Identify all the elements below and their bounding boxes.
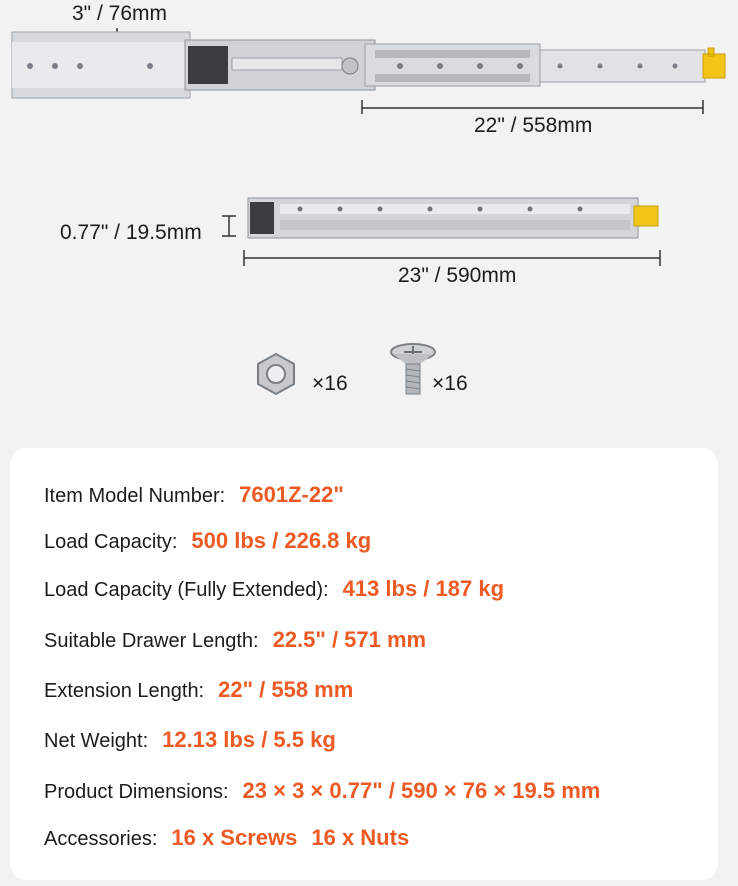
spec-value-screws: 16 x Screws (171, 825, 298, 850)
spec-row-drawer-length (44, 627, 426, 653)
spec-value: 413 lbs / 187 kg (342, 576, 505, 601)
spec-row-model-number (44, 482, 344, 508)
width-dimension-label: 3" / 76mm (72, 2, 167, 25)
spec-label: Accessories: (44, 828, 158, 850)
spec-value-nuts: 16 x Nuts (311, 825, 410, 850)
length-dimension-label: 23" / 590mm (398, 264, 517, 287)
spec-row-product-dimensions (44, 778, 600, 804)
thickness-dimension-label: 0.77" / 19.5mm (60, 221, 202, 244)
spec-label: Net Weight: (44, 730, 149, 752)
screw-icon (388, 342, 438, 398)
extended-rail-illustration (0, 24, 738, 114)
spec-value: 22" / 558 mm (218, 677, 354, 702)
spec-row-load-capacity (44, 528, 371, 554)
spec-value: 23 × 3 × 0.77" / 590 × 76 × 19.5 mm (242, 778, 601, 803)
specifications-card (10, 448, 718, 880)
spec-label: Item Model Number: (44, 485, 226, 507)
spec-row-load-capacity-extended (44, 576, 504, 602)
spec-label: Product Dimensions: (44, 781, 229, 803)
spec-value: 12.13 lbs / 5.5 kg (162, 727, 336, 752)
spec-row-accessories (44, 825, 409, 851)
closed-rail-illustration (210, 190, 680, 270)
spec-label: Suitable Drawer Length: (44, 630, 259, 652)
hex-nut-icon (254, 352, 298, 396)
extension-dimension-label: 22" / 558mm (474, 114, 593, 137)
spec-value: 22.5" / 571 mm (272, 627, 427, 652)
spec-label: Extension Length: (44, 680, 205, 702)
spec-label: Load Capacity: (44, 531, 178, 553)
screw-count: ×16 (432, 372, 468, 395)
spec-label: Load Capacity (Fully Extended): (44, 579, 329, 601)
spec-row-extension-length (44, 677, 353, 703)
spec-row-net-weight (44, 727, 336, 753)
nut-count: ×16 (312, 372, 348, 395)
spec-value: 500 lbs / 226.8 kg (191, 528, 372, 553)
spec-value: 7601Z-22" (239, 482, 344, 507)
